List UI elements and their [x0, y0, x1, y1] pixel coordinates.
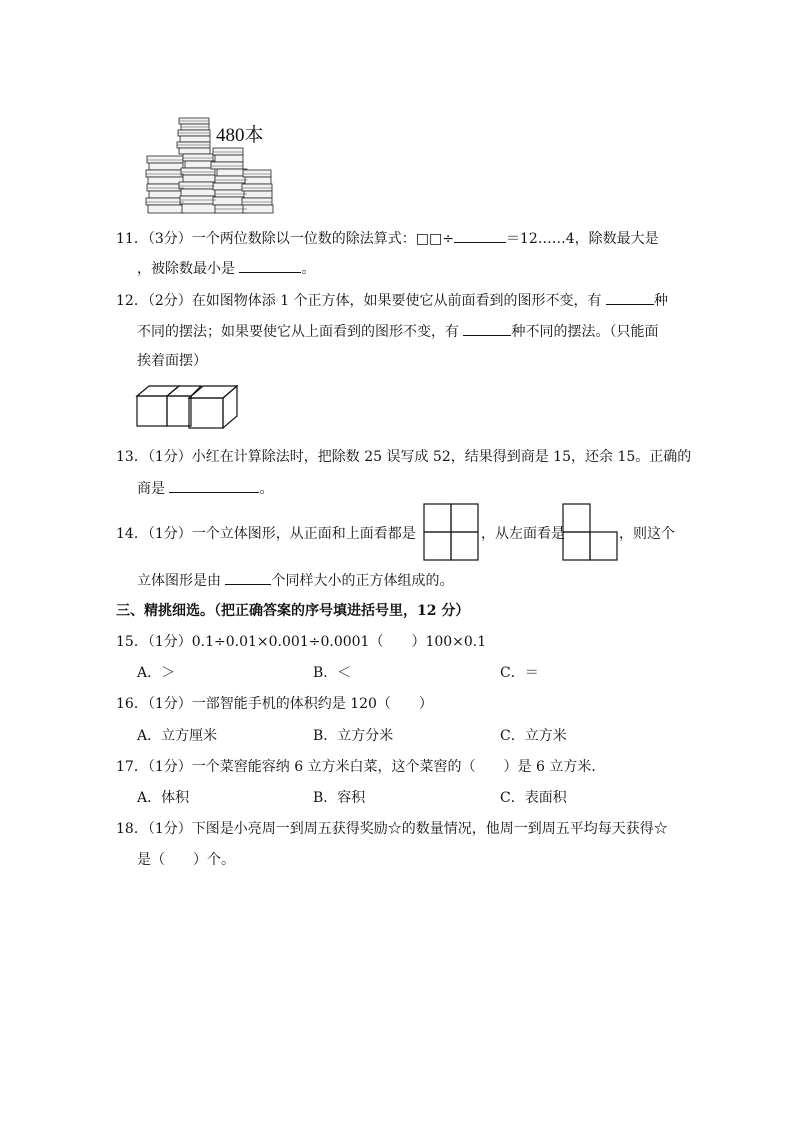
- question-text: 。: [259, 481, 274, 497]
- q16-option-b[interactable]: B．立方分米: [313, 728, 394, 744]
- question-17-line: [116, 757, 605, 777]
- question-text: 0.1÷0.01×0.001÷0.0001（ ）100×0.1: [191, 634, 487, 650]
- question-score: （1分）: [147, 696, 192, 712]
- q17-option-c[interactable]: C．表面积: [500, 790, 567, 806]
- question-score: （1分）: [147, 759, 192, 775]
- question-14-text-3: [619, 524, 675, 544]
- question-12-line-1: [116, 290, 668, 311]
- question-number: 13．: [116, 449, 148, 465]
- question-text: ，被除数最小是: [137, 261, 240, 277]
- question-12-line-3: [137, 351, 207, 371]
- answer-blank-divisor[interactable]: [454, 228, 506, 243]
- question-14-line-1: [116, 524, 416, 544]
- answer-blank-dividend[interactable]: [239, 258, 301, 273]
- answer-blank-cube-count[interactable]: [225, 570, 271, 585]
- two-by-two-grid-diagram: [423, 503, 479, 561]
- cubes-figure: [135, 382, 241, 436]
- question-score: （1分）: [147, 449, 192, 465]
- question-12-line-2: [137, 321, 658, 342]
- q15-option-a[interactable]: A．＞: [137, 665, 176, 681]
- question-score: （2分）: [147, 293, 192, 309]
- q17-option-b[interactable]: B．容积: [313, 790, 366, 806]
- question-text: 个同样大小的正方体组成的。: [271, 573, 454, 589]
- question-text: ＝12……4，除数最大是: [505, 231, 659, 247]
- question-16-line: [116, 694, 433, 714]
- question-text: 商是: [137, 481, 170, 497]
- q17-option-a[interactable]: A．体积: [137, 790, 190, 806]
- question-score: （1分）: [147, 526, 192, 542]
- question-14-line-2: [137, 570, 453, 591]
- left-view-figure: [562, 503, 618, 565]
- question-18-line-2: [137, 850, 235, 870]
- question-text: 是（ ）个。: [137, 852, 235, 868]
- question-18-line-1: [116, 819, 668, 839]
- question-score: （1分）: [147, 634, 192, 650]
- question-13-line-1: [116, 447, 691, 467]
- question-number: 14．: [116, 526, 148, 542]
- question-13-line-2: [137, 478, 273, 499]
- question-14-text-2: [481, 524, 565, 544]
- q15-option-c[interactable]: C．＝: [500, 665, 539, 681]
- question-text: 种: [654, 293, 669, 309]
- question-text: 小红在计算除法时，把除数 25 误写成 52，结果得到商是 15，还余 15。正确的: [191, 449, 692, 465]
- question-text: ，从左面看是: [481, 526, 565, 542]
- question-text: 挨着面摆）: [137, 353, 207, 369]
- l-shape-diagram: [562, 503, 618, 561]
- question-number: 17．: [116, 759, 148, 775]
- section-3-title: 三、精挑细选。（把正确答案的序号填进括号里，12 分）: [116, 603, 470, 619]
- question-11-line-1: [116, 228, 659, 249]
- question-text: 不同的摆法；如果要使它从上面看到的图形不变，有: [137, 324, 464, 340]
- question-text: 一个两位数除以一位数的除法算式：□□÷: [191, 231, 454, 247]
- question-text: 立体图形是由: [137, 573, 226, 589]
- question-number: 18．: [116, 821, 148, 837]
- question-number: 16．: [116, 696, 148, 712]
- three-cubes-diagram: [135, 382, 241, 432]
- question-number: 15．: [116, 634, 148, 650]
- question-text: 一个菜窖能容纳 6 立方米白菜，这个菜窖的（ ）是 6 立方米．: [191, 759, 606, 775]
- books-stack-illustration: [143, 100, 283, 218]
- question-number: 11．: [116, 231, 148, 247]
- question-text: 一部智能手机的体积约是 120（ ）: [191, 696, 433, 712]
- answer-blank-top-view[interactable]: [463, 321, 511, 336]
- answer-blank-quotient[interactable]: [169, 478, 259, 493]
- question-text: 下图是小亮周一到周五获得奖励☆的数量情况，他周一到周五平均每天获得☆: [191, 821, 668, 837]
- question-number: 12．: [116, 293, 148, 309]
- q16-option-a[interactable]: A．立方厘米: [137, 728, 218, 744]
- question-score: （1分）: [147, 821, 192, 837]
- front-top-view-figure: [423, 503, 479, 565]
- books-count-label: 480本: [216, 125, 264, 146]
- books-stack-figure: [143, 100, 283, 218]
- question-text: 在如图物体添 1 个正方体，如果要使它从前面看到的图形不变，有: [191, 293, 607, 309]
- question-text: 种不同的摆法。（只能面: [511, 324, 659, 340]
- question-score: （3分）: [147, 231, 192, 247]
- question-text: 一个立体图形，从正面和上面看都是: [191, 526, 416, 542]
- answer-blank-front-view[interactable]: [606, 290, 654, 305]
- q15-option-b[interactable]: B．＜: [313, 665, 352, 681]
- question-text: 。: [301, 261, 316, 277]
- question-text: ，则这个: [619, 526, 675, 542]
- q16-option-c[interactable]: C．立方米: [500, 728, 567, 744]
- question-15-line: [116, 632, 486, 652]
- question-11-line-2: [137, 258, 315, 279]
